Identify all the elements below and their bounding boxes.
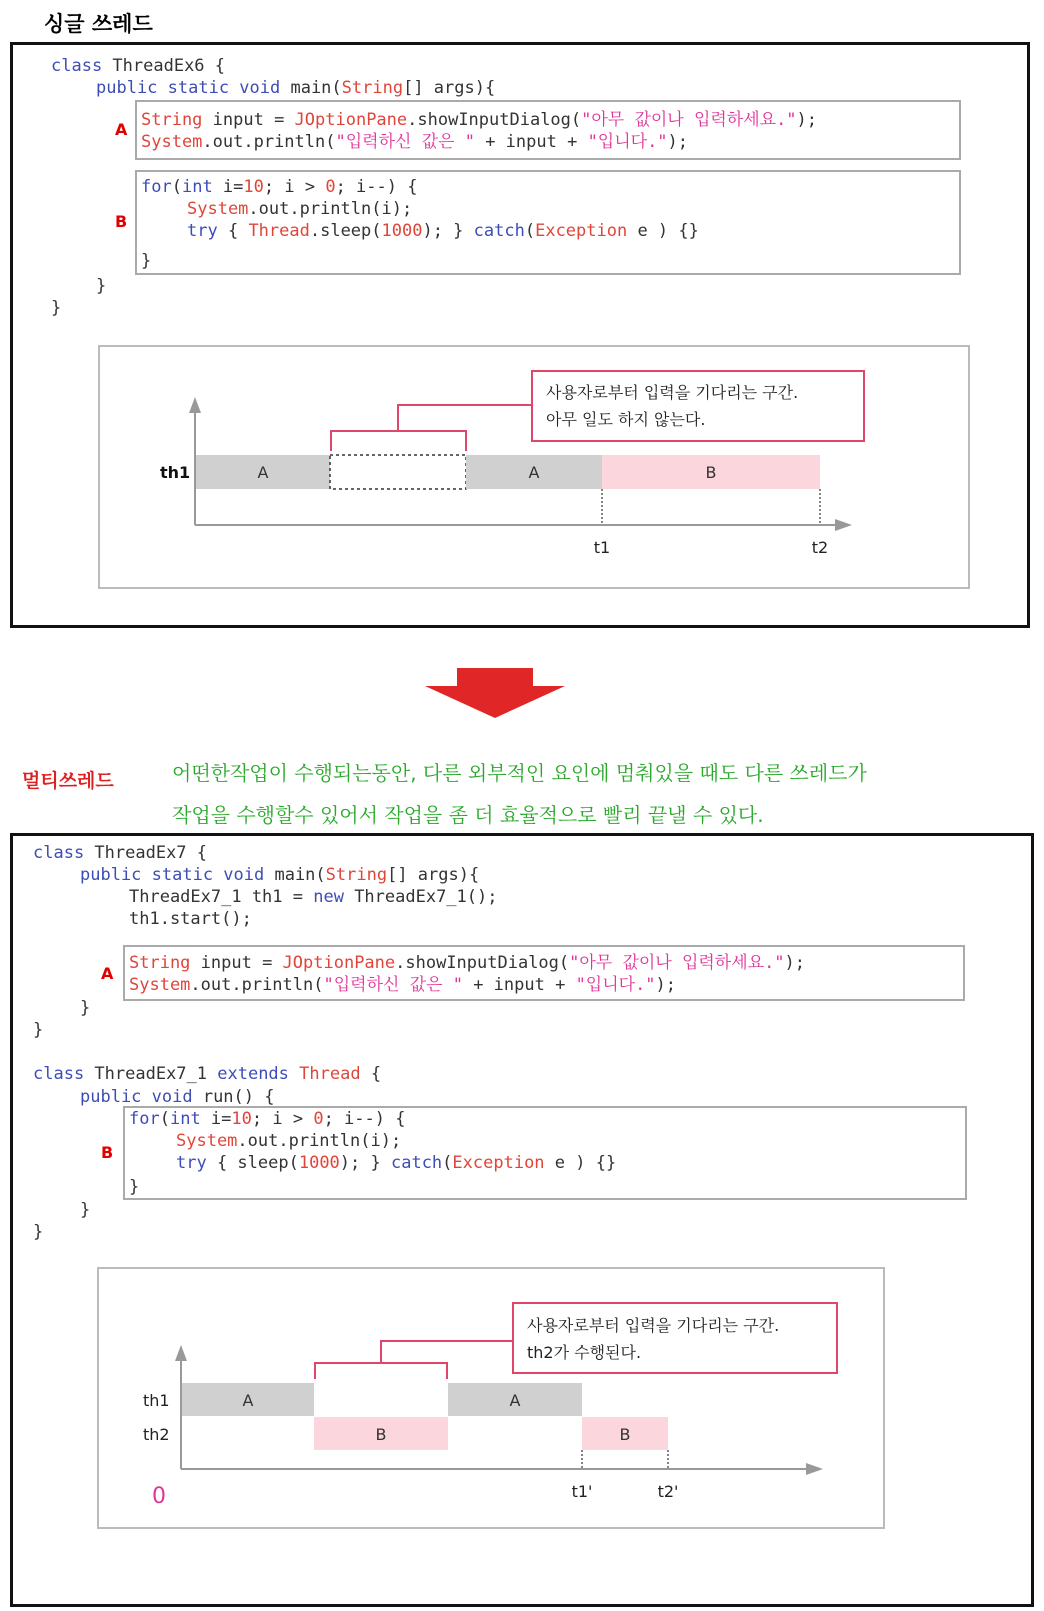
code-line: class ThreadEx7 { [33,843,208,863]
segment-label-b2: B [619,1425,631,1444]
code-line: try { Thread.sleep(1000); } catch(Exception e ) {} [187,221,699,241]
code-line: th1.start(); [129,909,252,929]
multi-thread-panel [10,833,1034,1607]
row-label-th2: th2 [143,1425,170,1444]
callout-line-2: th2가 수행된다. [527,1343,642,1362]
callout-leader [398,405,532,431]
code-line: ThreadEx7_1 th1 = new ThreadEx7_1(); [129,887,498,907]
x-axis-arrowhead [835,519,852,531]
tick-label-t2: t2 [811,538,829,557]
wait-bracket [331,431,466,451]
multi-thread-timeline-diagram [97,1267,885,1529]
description-line-2: 작업을 수행할수 있어서 작업을 좀 더 효율적으로 빨리 끝낼 수 있다. [172,803,764,827]
code-line: } [51,298,62,318]
code-line: System.out.println(i); [176,1131,402,1151]
label-a: A [101,964,114,983]
segment-label-b: B [705,463,717,482]
description-line-1: 어떤한작업이 수행되는동안, 다른 외부적인 요인에 멈춰있을 때도 다른 쓰레드가 [172,761,867,785]
callout-leader [381,1341,513,1363]
code-line: } [33,1222,44,1242]
single-thread-panel [10,42,1030,628]
code-line: public void run() { [80,1087,275,1107]
tick-label-t1-prime: t1' [571,1482,593,1501]
code-line: try { sleep(1000); } catch(Exception e ) {} [176,1153,617,1173]
x-axis-arrowhead [806,1463,823,1475]
row-label-th1: th1 [143,1391,170,1410]
code-line: System.out.println(i); [187,199,413,219]
single-thread-timeline-diagram [98,345,970,589]
segment-label-a2: A [528,463,540,482]
code-line: public static void main(String[] args){ [96,78,496,98]
segment-label-a2: A [509,1391,521,1410]
code-line: System.out.println("입력하신 값은 " + input + "입니다."); [141,132,689,152]
code-line: } [80,998,91,1018]
code-line: class ThreadEx7_1 extends Thread { [33,1064,382,1084]
callout-box [513,1303,837,1373]
label-b: B [101,1143,114,1162]
th1-wait-segment [330,455,466,489]
origin-handwritten-label: 0 [152,1484,166,1509]
single-thread-title: 싱글 쓰레드 [44,12,153,36]
code-line: } [33,1020,44,1040]
callout-box [532,371,864,441]
code-line: for(int i=10; i > 0; i--) { [141,177,418,197]
tick-label-t2-prime: t2' [657,1482,679,1501]
multi-thread-title: 멀티쓰레드 [22,770,114,792]
row-label-th1: th1 [160,463,191,482]
callout-line-1: 사용자로부터 입력을 기다리는 구간. [546,383,799,402]
tick-label-t1: t1 [593,538,611,557]
label-a: A [115,120,128,139]
code-line: System.out.println("입력하신 값은 " + input + "입니다."); [129,975,677,995]
segment-label-a1: A [257,463,269,482]
y-axis-arrowhead [189,397,201,413]
code-line: } [80,1200,91,1220]
code-line: public static void main(String[] args){ [80,865,480,885]
code-line: } [96,276,107,296]
code-line: for(int i=10; i > 0; i--) { [129,1109,406,1129]
code-line: String input = JOptionPane.showInputDialog("아무 값이나 입력하세요."); [141,110,818,130]
y-axis-arrowhead [175,1345,187,1361]
code-line: class ThreadEx6 { [51,56,226,76]
label-b: B [115,212,128,231]
callout-line-1: 사용자로부터 입력을 기다리는 구간. [527,1316,780,1335]
segment-label-a1: A [242,1391,254,1410]
callout-line-2: 아무 일도 하지 않는다. [546,410,706,429]
multi-thread-description [172,752,1040,836]
wait-bracket [315,1363,447,1379]
segment-label-b1: B [375,1425,387,1444]
code-line: } [129,1177,140,1197]
code-line: String input = JOptionPane.showInputDialog("아무 값이나 입력하세요."); [129,953,806,973]
code-line: } [141,251,152,271]
down-arrow-icon [425,668,565,718]
